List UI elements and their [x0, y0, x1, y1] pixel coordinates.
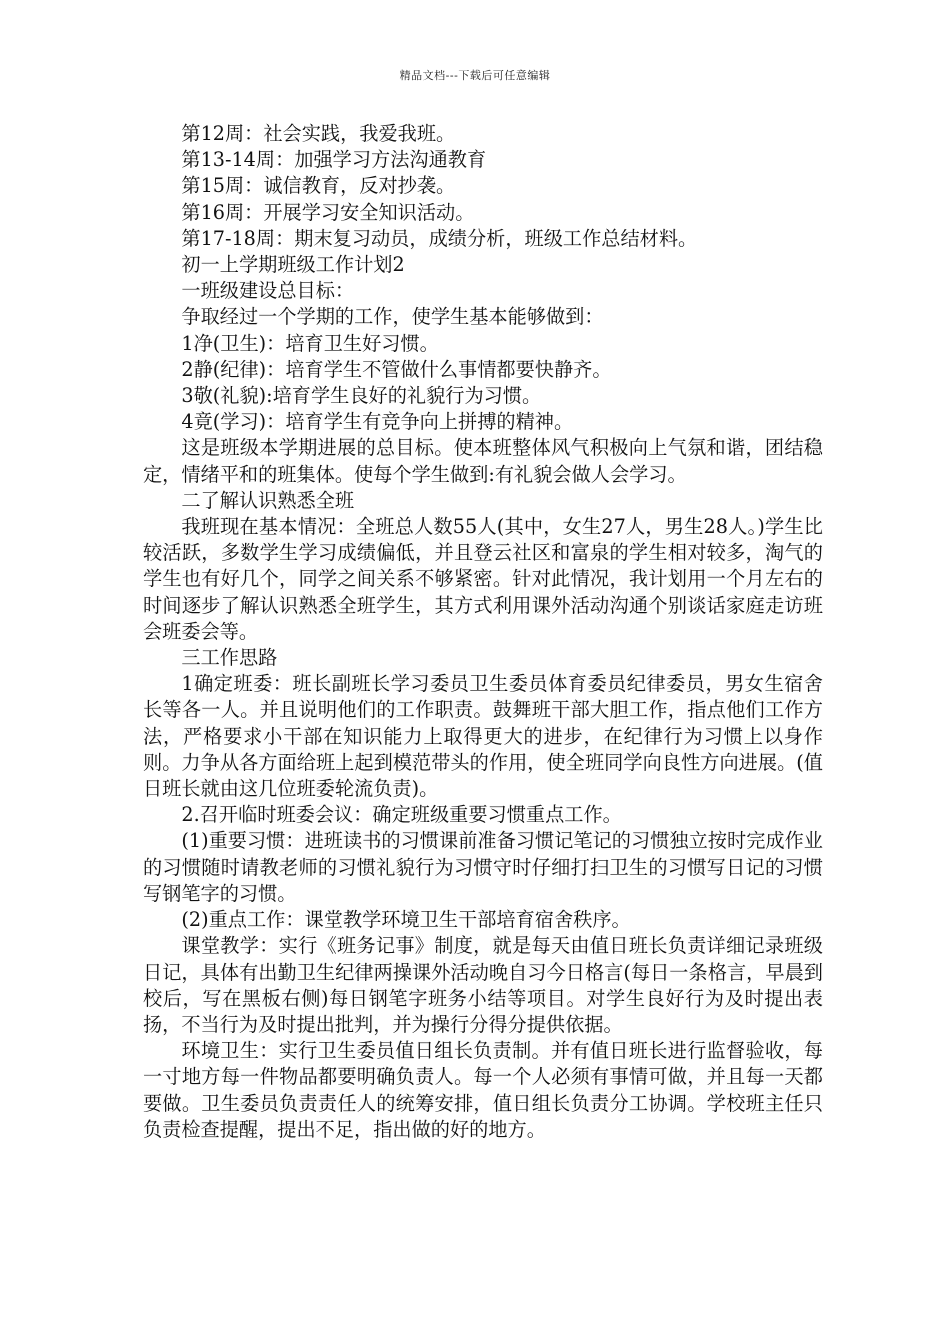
paragraph: 第12周：社会实践，我爱我班。	[181, 122, 456, 145]
paragraph: 环境卫生：实行卫生委员值日组长负责制。并有值日班长进行监督验收，每一寸地方每一件物品都要明确负责人。每一个人必须有事情可做，并且每一天都要做。卫生委员负责责任人的统筹安排，值日组长负责分工协调。学校班主任只负责检查提醒，提出不足，指出做的好的地方。	[143, 1039, 823, 1141]
paragraph: 我班现在基本情况：全班总人数55人(其中，女生27人，男生28人。)学生比较活跃，多数学生学习成绩偏低，并且登云社区和富泉的学生相对较多，淘气的学生也有好几个，同学之间关系不够紧密。针对此情况，我计划用一个月左右的时间逐步了解认识熟悉全班学生，其方式利用课外活动沟通个别谈话家庭走访班会班委会等。	[143, 515, 823, 643]
paragraph: 2.召开临时班委会议：确定班级重要习惯重点工作。	[181, 803, 622, 827]
paragraph: 第16周：开展学习安全知识活动。	[181, 200, 475, 224]
list-item: 2静(纪律)：培育学生不管做什么事情都要快静齐。	[181, 357, 612, 381]
paragraph: 这是班级本学期进展的总目标。使本班整体风气积极向上气氛和谐，团结稳定，情绪平和的班集体。使每个学生做到:有礼貌会做人会学习。	[143, 436, 823, 486]
paragraph: 第17-18周：期末复习动员，成绩分析，班级工作总结材料。	[181, 226, 698, 250]
section-heading: 二了解认识熟悉全班	[181, 488, 355, 512]
page-header: 精品文档---下载后可任意编辑	[399, 69, 551, 82]
list-item: 3敬(礼貌):培育学生良好的礼貌行为习惯。	[181, 384, 542, 408]
paragraph: 第15周：诚信教育，反对抄袭。	[181, 174, 456, 198]
section-title: 初一上学期班级工作计划2	[181, 253, 405, 277]
paragraph: (2)重点工作：课堂教学环境卫生干部培育宿舍秩序。	[181, 908, 631, 932]
list-item: 1净(卫生)：培育卫生好习惯。	[181, 331, 439, 355]
paragraph: 课堂教学：实行《班务记事》制度，就是每天由值日班长负责详细记录班级日记，具体有出勤卫生纪律两操课外活动晚自习今日格言(每日一条格言，早晨到校后，写在黑板右侧)每日钢笔字班务小结等项目。对学生良好行为及时提出表扬，不当行为及时提出批判，并为操行分得分提供依据。	[143, 934, 823, 1036]
section-heading: 三工作思路	[181, 646, 278, 670]
paragraph: (1)重要习惯：进班读书的习惯课前准备习惯记笔记的习惯独立按时完成作业的习惯随时请教老师的习惯礼貌行为习惯守时仔细打扫卫生的习惯写日记的习惯写钢笔字的习惯。	[143, 829, 823, 905]
paragraph: 第13-14周：加强学习方法沟通教育	[181, 148, 487, 172]
paragraph: 争取经过一个学期的工作，使学生基本能够做到：	[181, 305, 604, 329]
list-item: 4竟(学习)：培育学生有竞争向上拼搏的精神。	[181, 410, 574, 434]
paragraph: 1确定班委：班长副班长学习委员卫生委员体育委员纪律委员，男女生宿舍长等各一人。并且说明他们的工作职责。鼓舞班干部大胆工作，指点他们工作方法，严格要求小干部在知识能力上取得更大的进步，在纪律行为习惯上以身作则。力争从各方面给班上起到模范带头的作用，使全班同学向良性方向进展。(值日班长就由这几位班委轮流负责)。	[143, 672, 823, 801]
section-heading: 一班级建设总目标：	[181, 279, 355, 303]
document-body	[143, 121, 823, 1143]
